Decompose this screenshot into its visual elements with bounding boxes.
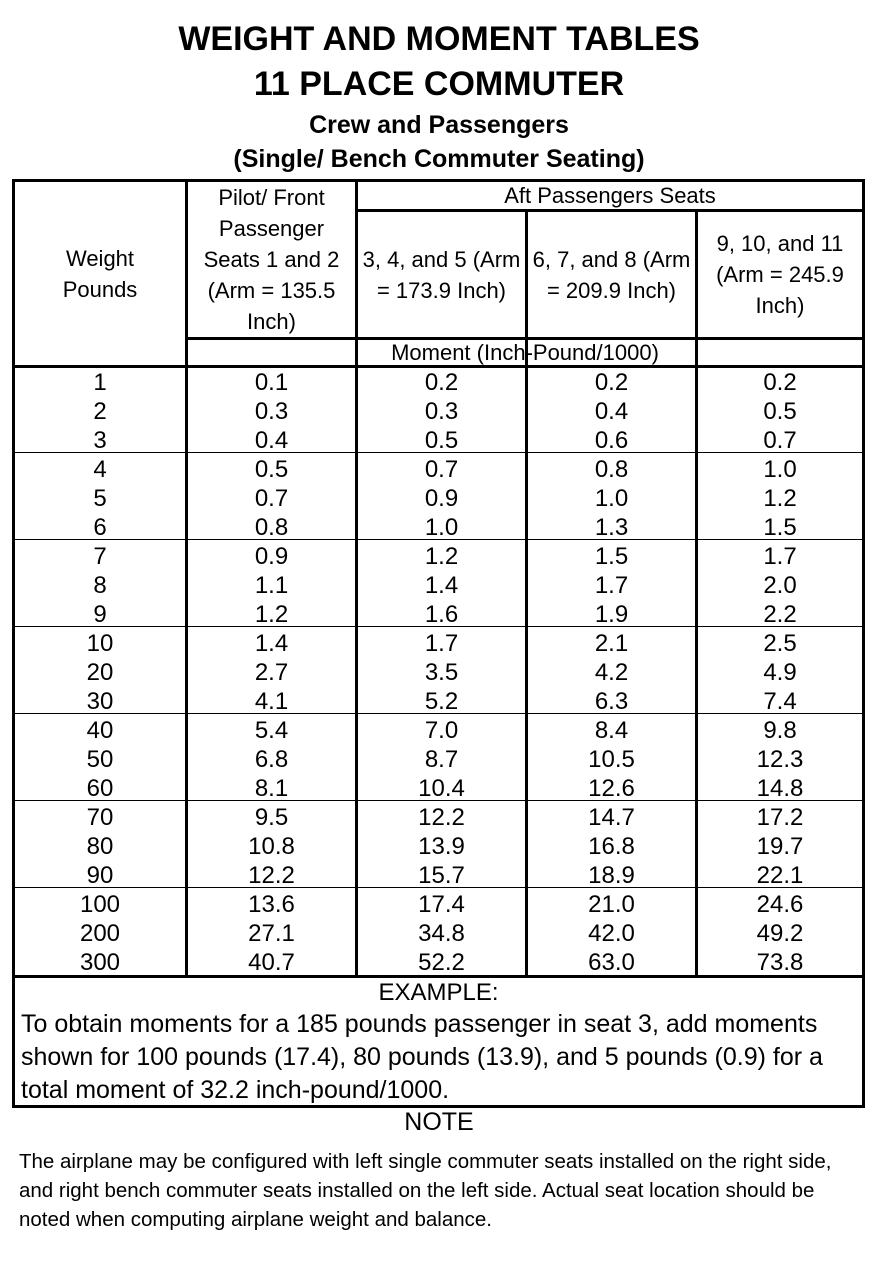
table-cell: 1.7	[424, 630, 459, 657]
table-cell: 21.0	[588, 891, 635, 918]
table-cell: 12.2	[248, 862, 295, 889]
table-cell: 50	[86, 746, 114, 773]
table-cell: 4	[93, 456, 107, 483]
table-cell: 0.9	[424, 485, 459, 512]
table-cell: 5.4	[254, 717, 289, 744]
table-cell: 1.7	[594, 572, 629, 599]
column-pilot	[188, 368, 355, 977]
table-cell: 4.1	[254, 688, 289, 715]
table-cell: 300	[79, 949, 121, 976]
table-cell: 1.9	[594, 601, 629, 628]
table-cell: 1	[93, 369, 107, 396]
table-cell: 12.3	[756, 746, 804, 773]
header-pilot-label: Pilot/ Front Passenger Seats 1 and 2 (Arm = 135.5 Inch)	[203, 185, 340, 334]
table-cell: 0.6	[594, 427, 629, 454]
table-cell: 15.7	[418, 862, 465, 889]
table-cell: 6	[93, 514, 107, 541]
table-cell: 52.2	[418, 949, 465, 976]
table-cell: 0.9	[254, 543, 289, 570]
table-cell: 14.8	[756, 775, 804, 802]
table-cell: 0.7	[424, 456, 459, 483]
table-cell: 200	[79, 920, 121, 947]
table-cell: 7	[93, 543, 107, 570]
header-aft-group-label: Aft Passengers Seats	[504, 183, 716, 208]
table-cell: 5	[93, 485, 107, 512]
table-cell: 2.0	[763, 572, 797, 599]
header-seats-9-11	[698, 212, 862, 337]
note-text: The airplane may be configured with left single commuter seats installed on the right side, and right bench commuter seats installed on the left side. Actual seat location should be noted when computing airplane weight and balance.	[19, 1150, 832, 1231]
table-cell: 73.8	[756, 949, 804, 976]
table-cell: 9.5	[254, 804, 289, 831]
table-cell: 22.1	[756, 862, 804, 889]
header-moment	[188, 340, 862, 365]
table-cell: 1.0	[594, 485, 629, 512]
table-cell: 1.0	[424, 514, 459, 541]
table-cell: 4.9	[763, 659, 797, 686]
table-cell: 0.4	[254, 427, 289, 454]
table-cell: 1.2	[424, 543, 459, 570]
table-cell: 10.5	[588, 746, 635, 773]
header-seats-6-8-label: 6, 7, and 8 (Arm = 209.9 Inch)	[532, 246, 691, 303]
header-weight	[15, 182, 185, 365]
table-cell: 14.7	[588, 804, 635, 831]
table-cell: 3.5	[424, 659, 459, 686]
table-cell: 0.8	[254, 514, 289, 541]
table-cell: 80	[86, 833, 114, 860]
table-cell: 100	[79, 891, 121, 918]
table-cell: 5.2	[424, 688, 459, 715]
table-cell: 42.0	[588, 920, 635, 947]
table-cell: 0.7	[763, 427, 797, 454]
table-cell: 19.7	[756, 833, 804, 860]
table-cell: 3	[93, 427, 107, 454]
table-cell: 8.7	[424, 746, 459, 773]
table-cell: 2.1	[594, 630, 629, 657]
table-cell: 13.9	[418, 833, 465, 860]
example-title: EXAMPLE:	[378, 979, 499, 1006]
table-cell: 9	[93, 601, 107, 628]
table-cell: 0.3	[424, 398, 459, 425]
example-text: To obtain moments for a 185 pounds passenger in seat 3, add moments shown for 100 pounds (17.4), 80 pounds (13.9), and 5 pounds (0.9) for a total moment of 32.2 inch-pound/1000.	[21, 1010, 823, 1104]
column-seats-9-11	[698, 368, 862, 977]
table-cell: 8.1	[254, 775, 289, 802]
table-cell: 60	[86, 775, 114, 802]
column-seats-6-8	[528, 368, 695, 977]
table-cell: 16.8	[588, 833, 635, 860]
table-cell: 0.2	[594, 369, 629, 396]
table-cell: 2.7	[254, 659, 289, 686]
section-subtitle: (Single/ Bench Commuter Seating)	[233, 145, 645, 173]
table-cell: 0.5	[254, 456, 289, 483]
table-cell: 40	[86, 717, 114, 744]
table-cell: 7.0	[424, 717, 459, 744]
table-cell: 1.4	[254, 630, 289, 657]
table-cell: 1.7	[763, 543, 797, 570]
header-seats-3-5	[358, 212, 525, 337]
header-seats-3-5-label: 3, 4, and 5 (Arm = 173.9 Inch)	[362, 246, 521, 303]
table-cell: 27.1	[248, 920, 295, 947]
table-cell: 0.7	[254, 485, 289, 512]
table-cell: 1.5	[594, 543, 629, 570]
table-cell: 1.4	[424, 572, 459, 599]
header-pilot	[188, 182, 355, 337]
table-cell: 10	[86, 630, 114, 657]
table-cell: 7.4	[763, 688, 797, 715]
weight-moment-table	[12, 179, 865, 1108]
table-cell: 0.2	[763, 369, 797, 396]
table-cell: 1.5	[763, 514, 797, 541]
column-seats-3-5	[358, 368, 525, 977]
table-cell: 12.6	[588, 775, 635, 802]
table-cell: 0.1	[254, 369, 289, 396]
document-title: WEIGHT AND MOMENT TABLES	[178, 20, 700, 58]
table-cell: 8.4	[594, 717, 629, 744]
header-weight-label: Weight Pounds	[62, 245, 138, 302]
table-cell: 2	[93, 398, 107, 425]
table-cell: 0.5	[763, 398, 797, 425]
note-title: NOTE	[404, 1108, 474, 1136]
table-cell: 1.2	[254, 601, 289, 628]
table-cell: 1.0	[763, 456, 797, 483]
table-cell: 24.6	[756, 891, 804, 918]
table-cell: 0.2	[424, 369, 459, 396]
table-cell: 0.8	[594, 456, 629, 483]
table-cell: 30	[86, 688, 114, 715]
table-cell: 12.2	[418, 804, 465, 831]
table-cell: 9.8	[763, 717, 797, 744]
table-cell: 10.8	[248, 833, 295, 860]
header-seats-9-11-label: 9, 10, and 11 (Arm = 245.9 Inch)	[716, 231, 844, 318]
table-cell: 17.2	[756, 804, 804, 831]
header-moment-label: Moment (Inch-Pound/1000)	[391, 340, 659, 365]
table-cell: 2.2	[763, 601, 797, 628]
table-cell: 1.1	[254, 572, 289, 599]
table-cell: 0.4	[594, 398, 629, 425]
table-cell: 34.8	[418, 920, 465, 947]
table-cell: 63.0	[588, 949, 635, 976]
table-cell: 4.2	[594, 659, 629, 686]
table-cell: 10.4	[418, 775, 465, 802]
table-cell: 13.6	[248, 891, 295, 918]
table-cell: 0.5	[424, 427, 459, 454]
table-cell: 17.4	[418, 891, 465, 918]
table-cell: 18.9	[588, 862, 635, 889]
table-cell: 6.8	[254, 746, 289, 773]
table-cell: 70	[86, 804, 114, 831]
table-cell: 1.3	[594, 514, 629, 541]
table-cell: 0.3	[254, 398, 289, 425]
table-cell: 49.2	[756, 920, 804, 947]
table-cell: 90	[86, 862, 114, 889]
header-aft-group	[358, 182, 862, 209]
table-cell: 1.6	[424, 601, 459, 628]
table-cell: 2.5	[763, 630, 797, 657]
header-seats-6-8	[528, 212, 695, 337]
section-title: Crew and Passengers	[309, 111, 569, 139]
table-cell: 40.7	[248, 949, 295, 976]
document-subtitle: 11 PLACE COMMUTER	[253, 65, 625, 103]
table-cell: 20	[86, 659, 114, 686]
table-cell: 6.3	[594, 688, 629, 715]
table-cell: 1.2	[763, 485, 797, 512]
column-weight	[15, 368, 185, 977]
table-cell: 8	[93, 572, 107, 599]
